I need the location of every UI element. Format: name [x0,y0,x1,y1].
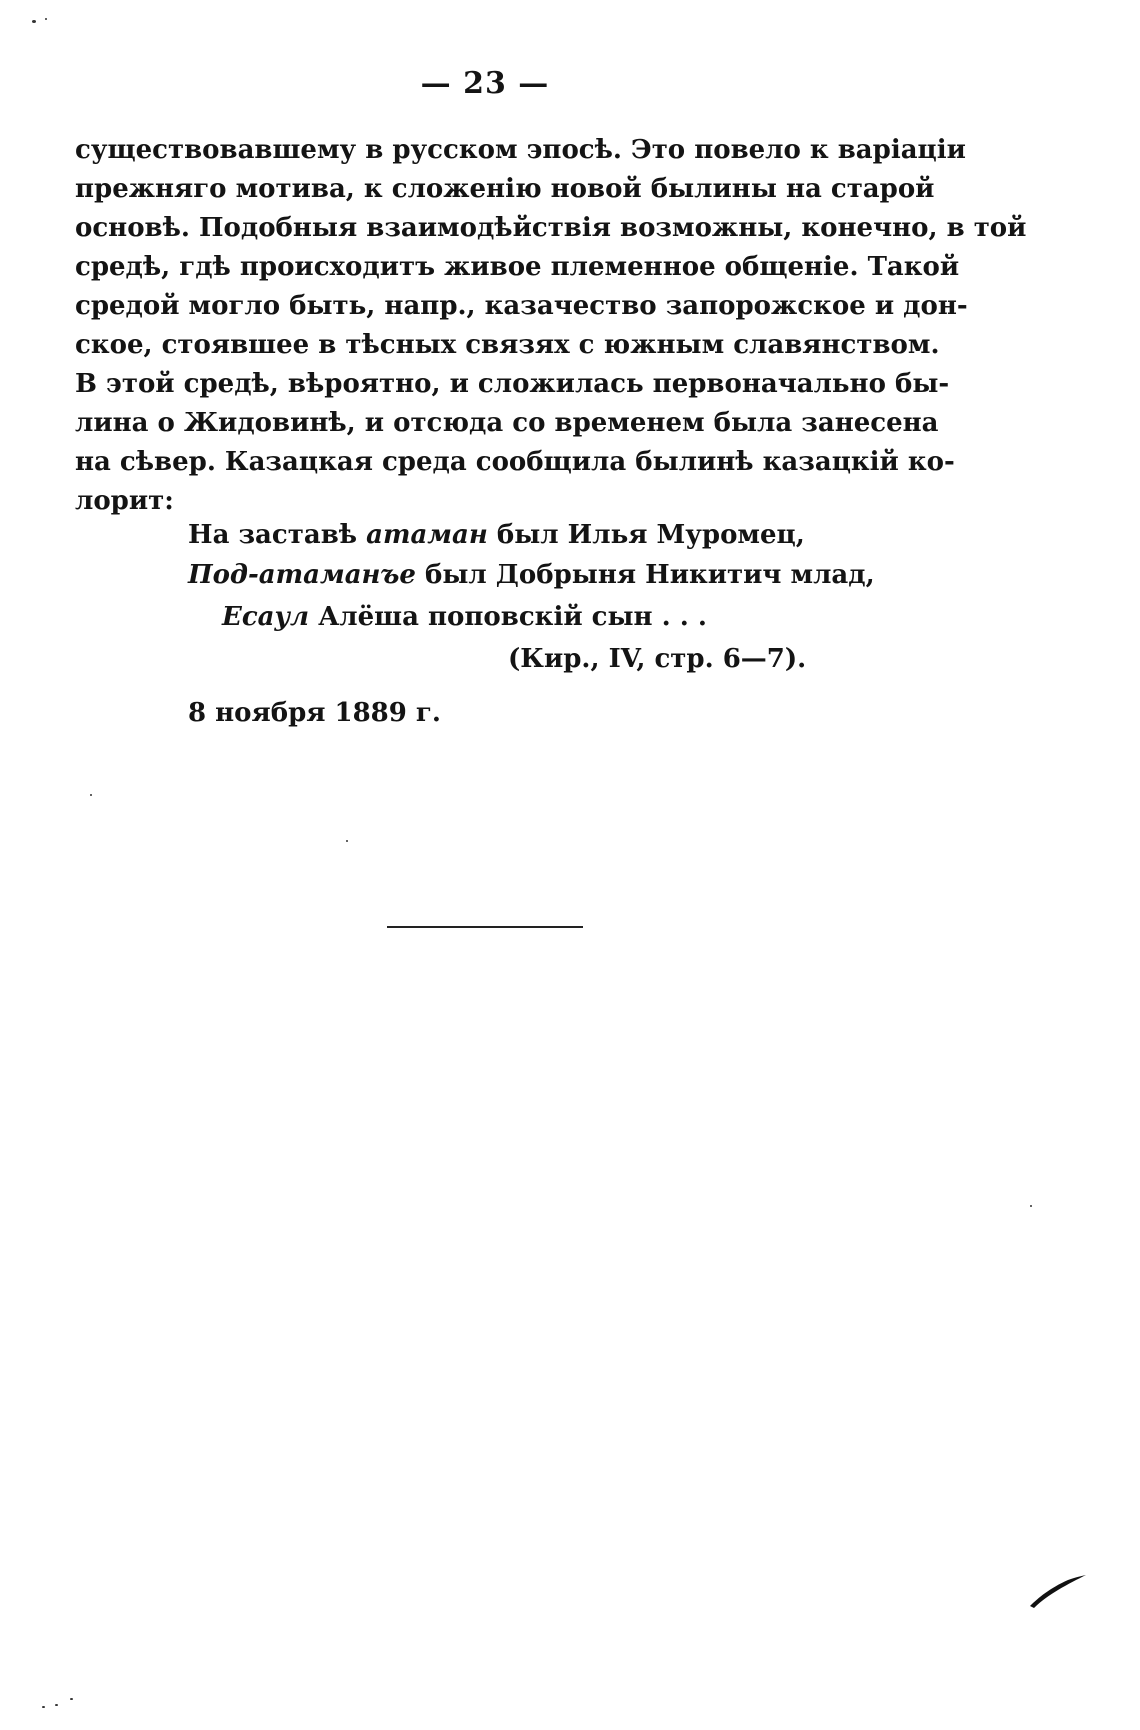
paragraph-line: лорит: [75,486,174,516]
paragraph-line: средой могло быть, напр., казачество запорожское и дон- [75,291,968,321]
scan-speck [45,18,47,20]
body-paragraph [75,131,1027,521]
verse-line-2: Под-атаманъе был Добрыня Никитич млад, [188,560,875,590]
scan-speck [90,794,92,796]
page-number: — 23 — [420,66,550,101]
verse-italic-word: Есаул [222,602,310,632]
paragraph-line: ское, стоявшее в тѣсных связях с южным славянством. [75,330,940,360]
verse-citation: (Кир., IV, стр. 6—7). [508,644,807,674]
paragraph-line: В этой средѣ, вѣроятно, и сложилась первоначально бы- [75,369,950,399]
paragraph-line: прежняго мотива, к сложенію новой былины на старой [75,174,935,204]
scan-speck [42,1706,45,1708]
verse-line-1: На заставѣ атаман был Илья Муромец, [188,520,805,550]
paragraph-line: на сѣвер. Казацкая среда сообщила былинѣ казацкій ко- [75,447,955,477]
date-line: 8 ноября 1889 г. [188,698,441,728]
section-divider [387,926,583,928]
paragraph-line: существовавшему в русском эпосѣ. Это повело к варіаціи [75,135,966,165]
paragraph-line: основѣ. Подобныя взаимодѣйствія возможны, конечно, в той [75,213,1027,243]
paragraph-line: средѣ, гдѣ происходитъ живое племенное общеніе. Такой [75,252,960,282]
verse-italic-word: атаман [366,520,488,550]
verse-italic-word: Под-атаманъе [188,560,416,590]
scan-speck [1030,1205,1032,1207]
scan-speck [70,1698,73,1700]
scan-speck [346,840,348,842]
scan-speck [55,1704,58,1706]
scan-speck [32,20,36,23]
verse-line-3: Есаул Алёша поповскій сын . . . [222,602,707,632]
ink-mark-icon [1028,1570,1088,1610]
paragraph-line: лина о Жидовинѣ, и отсюда со временем была занесена [75,408,939,438]
